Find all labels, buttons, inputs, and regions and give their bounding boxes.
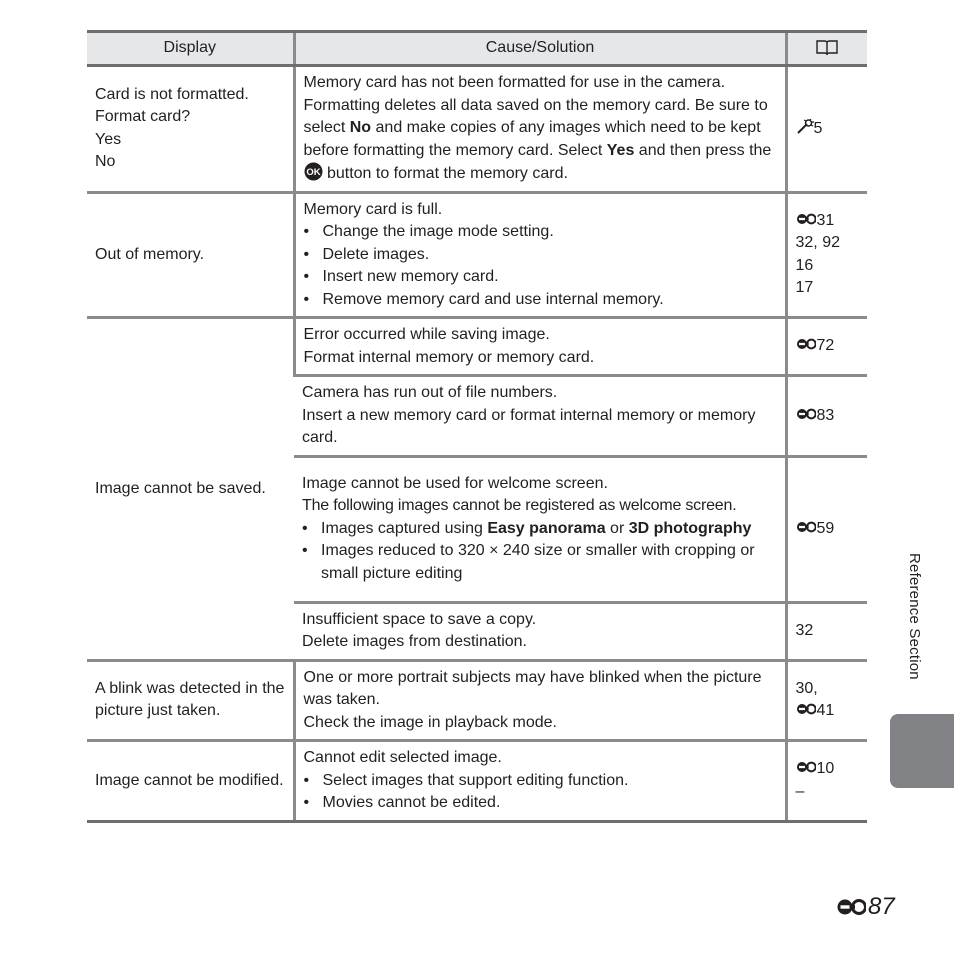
reference-page: 32, 92: [795, 234, 840, 252]
cause-text: button to format the memory card.: [322, 165, 568, 182]
reference-cell: [786, 741, 867, 822]
reference-cell: [786, 660, 867, 741]
cause-cell: [294, 192, 786, 318]
reference-line: [796, 700, 860, 723]
cause-cell: [294, 376, 786, 457]
display-cell: A blink was detected in the picture just taken.: [87, 660, 294, 741]
book-icon: [815, 39, 839, 57]
cause-line: Error occurred while saving image.: [303, 326, 550, 343]
reference-cell: [786, 376, 867, 457]
display-line: Card is not formatted.: [95, 85, 249, 103]
reference-cell: [786, 66, 867, 193]
header-display: Display: [87, 32, 294, 66]
reference-page: 10: [816, 760, 835, 778]
section-tab: [890, 714, 954, 788]
bullet-item: • Delete images.: [304, 244, 777, 267]
e-icon: [796, 760, 816, 774]
cause-lead: Cannot edit selected image.: [303, 749, 502, 766]
reference-page: 72: [816, 337, 835, 355]
bullet-item: [302, 518, 777, 541]
ok-button-icon: [304, 162, 323, 181]
cause-line: Image cannot be used for welcome screen.: [302, 474, 608, 492]
reference-page: 59: [816, 519, 835, 537]
bullet-text: or: [605, 519, 629, 537]
reference-page: 31: [816, 211, 835, 229]
cause-cell: [294, 602, 786, 660]
page-number-value: 87: [868, 893, 895, 920]
reference-page: –: [795, 782, 805, 800]
bullet-item: • Remove memory card and use internal memory.: [304, 289, 777, 312]
cause-text: and then press the: [634, 141, 772, 159]
bullet-item: • Images reduced to 320 × 240 size or smaller with cropping or small picture editing: [302, 540, 777, 585]
display-cell: Out of memory.: [87, 192, 294, 318]
bold-easy-panorama: Easy panorama: [487, 519, 606, 537]
cause-cell: [294, 456, 786, 602]
e-icon: [796, 407, 816, 421]
display-cell: Image cannot be modified.: [87, 741, 294, 822]
reference-page: 16: [795, 256, 814, 274]
cause-line: Camera has run out of file numbers.: [302, 384, 558, 401]
reference-page: 83: [816, 406, 835, 424]
cause-bold-yes: Yes: [606, 141, 635, 159]
display-cell: [87, 66, 294, 193]
reference-page: 5: [813, 119, 823, 137]
e-icon: [836, 897, 866, 917]
bold-3d-photography: 3D photography: [628, 519, 752, 537]
reference-cell: [786, 192, 867, 318]
bullet-item: • Movies cannot be edited.: [304, 792, 777, 815]
e-icon: [796, 212, 816, 226]
e-icon: [796, 337, 816, 351]
reference-line: [796, 758, 860, 781]
display-line: No: [95, 153, 116, 171]
cause-line: The following images cannot be registered as welcome screen.: [302, 497, 737, 515]
cause-cell: [294, 741, 786, 822]
cause-line: Format internal memory or memory card.: [303, 348, 595, 366]
cause-lead: Memory card is full.: [303, 200, 443, 218]
display-line: Yes: [95, 130, 122, 148]
display-line: Format card?: [95, 108, 191, 126]
cause-line: Check the image in playback mode.: [303, 713, 557, 731]
bullet-item: • Change the image mode setting.: [304, 221, 777, 244]
reference-page: 17: [795, 279, 814, 297]
cause-line: Delete images from destination.: [302, 633, 527, 650]
e-icon: [796, 702, 816, 716]
reference-cell: [786, 318, 867, 376]
display-cell: Image cannot be saved.: [87, 318, 294, 661]
header-reference: [786, 32, 867, 66]
header-cause: Cause/Solution: [294, 32, 786, 66]
reference-cell: 32: [786, 602, 867, 660]
cause-cell: [294, 66, 786, 193]
bullet-text: Images captured using: [321, 519, 488, 537]
error-table: [87, 30, 867, 823]
cause-line: Insufficient space to save a copy.: [302, 610, 537, 628]
e-icon: [796, 520, 816, 534]
cause-text: Memory card has not been formatted for use in the camera. Formatting deletes all data saved on the memory card. Be sure to select: [303, 74, 768, 136]
table-row: [87, 66, 867, 193]
reference-line: [796, 210, 860, 233]
cause-text: and make copies of any images which need to be kept before formatting the memory card. Select: [303, 119, 761, 159]
bullet-item: • Insert new memory card.: [304, 266, 777, 289]
cause-cell: [294, 318, 786, 376]
table-row: [87, 318, 867, 376]
reference-cell: [786, 456, 867, 602]
table-row: [87, 741, 867, 822]
bullet-item: • Select images that support editing function.: [304, 770, 777, 793]
cause-cell: [294, 660, 786, 741]
cause-line: One or more portrait subjects may have blinked when the picture was taken.: [303, 668, 762, 708]
page-number: [836, 893, 895, 921]
table-row: [87, 192, 867, 318]
table-row: [87, 660, 867, 741]
tools-icon: [796, 119, 814, 135]
cause-line: Insert a new memory card or format internal memory or memory card.: [302, 406, 756, 446]
svg-text:OK: OK: [305, 167, 321, 179]
table-header: [87, 32, 867, 66]
reference-page: 41: [816, 702, 835, 720]
cause-bold-no: No: [349, 119, 372, 136]
section-label: Reference Section: [906, 553, 923, 680]
reference-page: 30,: [795, 679, 818, 697]
